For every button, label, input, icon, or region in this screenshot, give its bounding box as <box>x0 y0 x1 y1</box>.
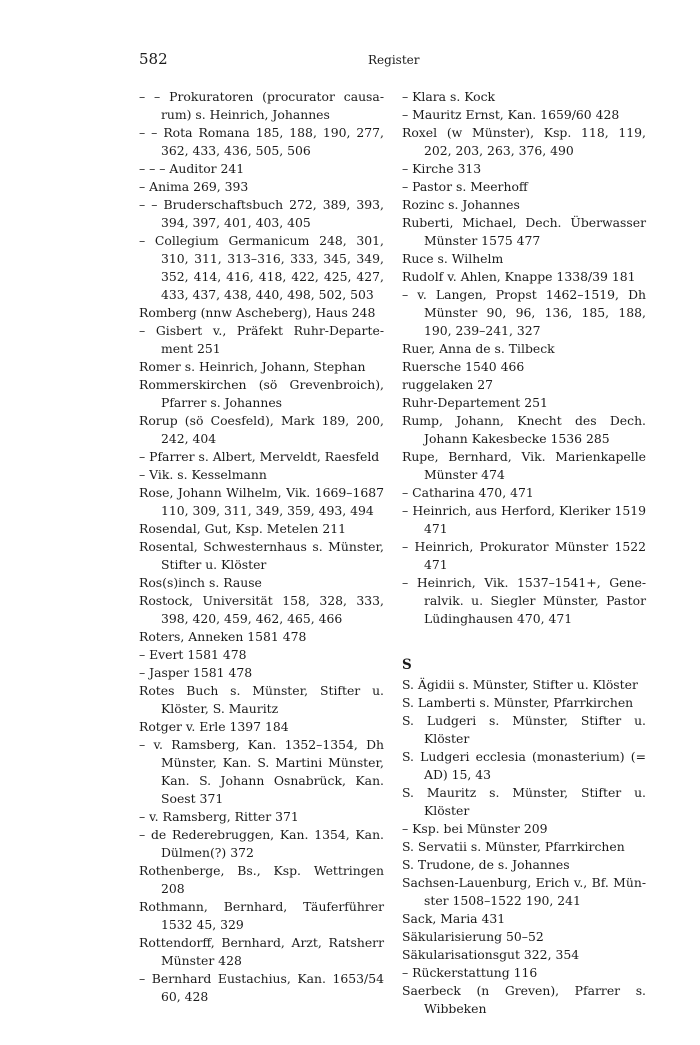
index-entry: Saerbeck (n Greven), Pfarrer s. Wibbeken <box>402 983 646 1016</box>
left-column <box>139 88 384 1006</box>
index-entry: Rottendorff, Bernhard, Arzt, Ratsherr Münster 428 <box>139 935 384 968</box>
index-entry: Rorup (sö Coesfeld), Mark 189, 200, 242, 404 <box>139 413 384 446</box>
section-letter: S <box>402 657 412 673</box>
right-column-part-s <box>402 676 646 1018</box>
index-entry: Sack, Maria 431 <box>402 911 506 926</box>
index-entry: S. Lamberti s. Münster, Pfarrkirchen <box>402 695 634 710</box>
index-entry: Roters, Anneken 1581 478 <box>139 629 307 644</box>
index-entry: – Heinrich, Vik. 1537–1541+, Generalvik. u. Siegler Münster, Pastor Lüdinghausen 470, 471 <box>402 575 646 626</box>
right-column-part-r <box>402 88 646 628</box>
index-entry: S. Ägidii s. Münster, Stifter u. Klöster <box>402 677 638 692</box>
index-entry: Rostock, Universität 158, 328, 333, 398, 420, 459, 462, 465, 466 <box>139 593 384 626</box>
index-entry: S. Trudone, de s. Johannes <box>402 857 570 872</box>
index-entry: – v. Langen, Propst 1462–1519, Dh Münster 90, 96, 136, 185, 188, 190, 239–241, 327 <box>402 287 646 338</box>
index-entry: Romberg (nnw Ascheberg), Haus 248 <box>139 305 376 320</box>
index-entry: – – Rota Romana 185, 188, 190, 277, 362, 433, 436, 505, 506 <box>139 125 384 158</box>
index-entry: Rozinc s. Johannes <box>402 197 520 212</box>
index-entry: Rudolf v. Ahlen, Knappe 1338/39 181 <box>402 269 636 284</box>
index-entry: – Gisbert v., Präfekt Ruhr-Departement 251 <box>139 323 384 356</box>
index-entry: – Jasper 1581 478 <box>139 665 253 680</box>
index-entry: Sachsen-Lauenburg, Erich v., Bf. Münster 1508–1522 190, 241 <box>402 875 646 908</box>
index-entry: – Rückerstattung 116 <box>402 965 538 980</box>
index-entry: Rose, Johann Wilhelm, Vik. 1669–1687 110, 309, 311, 349, 359, 493, 494 <box>139 485 384 518</box>
running-head: Register <box>368 53 420 67</box>
index-entry: – Klara s. Kock <box>402 89 496 104</box>
index-entry: Romer s. Heinrich, Johann, Stephan <box>139 359 366 374</box>
index-entry: – Catharina 470, 471 <box>402 485 534 500</box>
index-entry: Rump, Johann, Knecht des Dech. Johann Kakesbecke 1536 285 <box>402 413 646 446</box>
index-entry: S. Ludgeri s. Münster, Stifter u. Klöster <box>402 713 646 746</box>
index-entry: Rupe, Bernhard, Vik. Marienkapelle Münster 474 <box>402 449 646 482</box>
index-entry: – Heinrich, aus Herford, Kleriker 1519 471 <box>402 503 646 536</box>
index-entry: – v. Ramsberg, Ritter 371 <box>139 809 299 824</box>
index-entry: – v. Ramsberg, Kan. 1352–1354, Dh Münster, Kan. S. Martini Münster, Kan. S. Johann Osnabrück, Kan. Soest 371 <box>139 737 384 806</box>
index-entry: Rothmann, Bernhard, Täuferführer 1532 45, 329 <box>139 899 384 932</box>
index-entry: S. Servatii s. Münster, Pfarrkirchen <box>402 839 625 854</box>
index-entry: Ruersche 1540 466 <box>402 359 525 374</box>
page-number: 582 <box>139 50 168 68</box>
index-entry: ruggelaken 27 <box>402 377 493 392</box>
index-entry: – Kirche 313 <box>402 161 482 176</box>
index-entry: – Evert 1581 478 <box>139 647 247 662</box>
index-entry: Rotes Buch s. Münster, Stifter u. Klöster, S. Mauritz <box>139 683 384 716</box>
index-entry: – Mauritz Ernst, Kan. 1659/60 428 <box>402 107 620 122</box>
index-entry: Roxel (w Münster), Ksp. 118, 119, 202, 203, 263, 376, 490 <box>402 125 646 158</box>
index-entry: – Pfarrer s. Albert, Merveldt, Raesfeld <box>139 449 380 464</box>
index-entry: Ruberti, Michael, Dech. Überwasser Münster 1575 477 <box>402 215 646 248</box>
index-entry: S. Ludgeri ecclesia (monasterium) (= AD) 15, 43 <box>402 749 646 782</box>
index-entry: S. Mauritz s. Münster, Stifter u. Klöster <box>402 785 646 818</box>
index-entry: Säkularisierung 50–52 <box>402 929 544 944</box>
index-entry: Rothenberge, Bs., Ksp. Wettringen 208 <box>139 863 384 896</box>
right-column <box>402 88 646 1018</box>
index-entry: – – Prokuratoren (procurator causarum) s. Heinrich, Johannes <box>139 89 384 122</box>
index-entry: Rosendal, Gut, Ksp. Metelen 211 <box>139 521 346 536</box>
index-entry: – Vik. s. Kesselmann <box>139 467 267 482</box>
index-entry: – Heinrich, Prokurator Münster 1522 471 <box>402 539 646 572</box>
index-entry: – Pastor s. Meerhoff <box>402 179 528 194</box>
index-entry: Ros(s)inch s. Rause <box>139 575 262 590</box>
index-entry: Ruce s. Wilhelm <box>402 251 504 266</box>
index-entry: Säkularisationsgut 322, 354 <box>402 947 580 962</box>
index-entry: – Bernhard Eustachius, Kan. 1653/54 60, 428 <box>139 971 384 1004</box>
index-entry: Ruhr-Departement 251 <box>402 395 548 410</box>
index-entry: Ruer, Anna de s. Tilbeck <box>402 341 555 356</box>
index-entry: – Ksp. bei Münster 209 <box>402 821 548 836</box>
index-entry: – – Bruderschaftsbuch 272, 389, 393, 394, 397, 401, 403, 405 <box>139 197 384 230</box>
index-entry: Rosental, Schwesternhaus s. Münster, Stifter u. Klöster <box>139 539 384 572</box>
index-entry: Rotger v. Erle 1397 184 <box>139 719 289 734</box>
index-entry: – de Rederebruggen, Kan. 1354, Kan. Dülmen(?) 372 <box>139 827 384 860</box>
index-entry: – Anima 269, 393 <box>139 179 249 194</box>
index-entry: Rommerskirchen (sö Grevenbroich), Pfarrer s. Johannes <box>139 377 384 410</box>
index-entry: – Collegium Germanicum 248, 301, 310, 311, 313–316, 333, 345, 349, 352, 414, 416, 418, 422, 425, 427, 433, 437, 438, 440, 498, 502, 503 <box>139 233 384 302</box>
index-entry: – – – Auditor 241 <box>139 161 245 176</box>
